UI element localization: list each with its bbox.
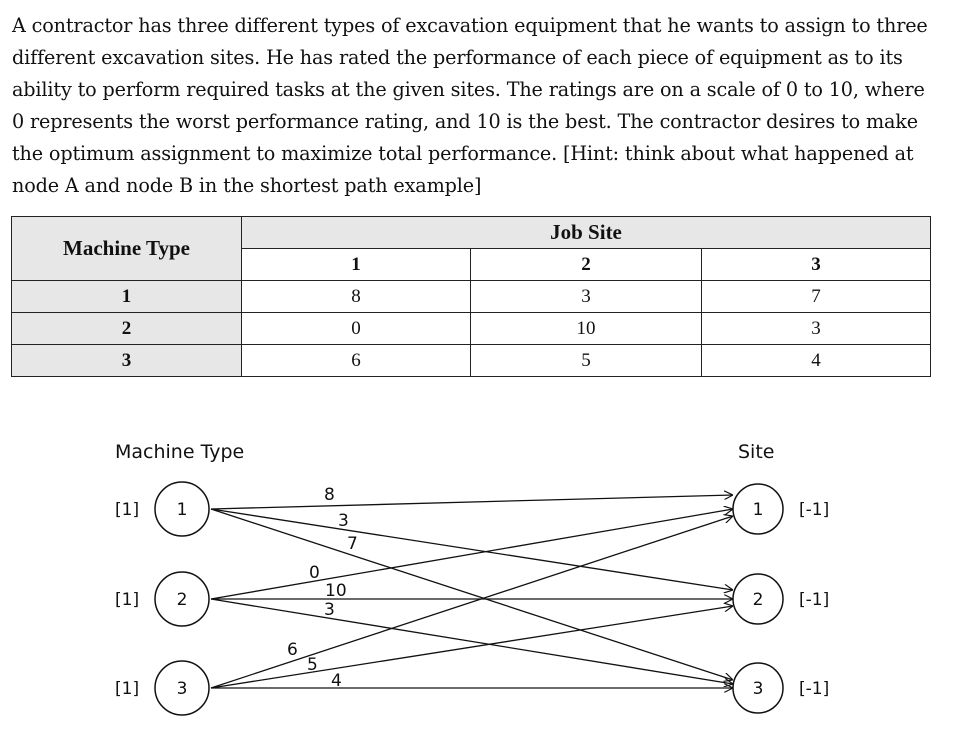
machine-type-title: Machine Type <box>115 441 245 463</box>
machine-type-header: Machine Type <box>12 217 242 281</box>
site-node-1 <box>733 484 783 534</box>
supply-label: [1] <box>115 590 140 610</box>
site-col-header: 2 <box>471 249 702 281</box>
edge-label: 8 <box>324 485 335 505</box>
edge-label: 7 <box>347 534 358 554</box>
edge-label: 6 <box>287 640 298 660</box>
node-label: 1 <box>752 500 764 520</box>
supply-label: [1] <box>115 679 140 699</box>
rating-cell: 6 <box>242 345 471 377</box>
table-row <box>12 345 931 377</box>
problem-statement: A contractor has three different types of excavation equipment that he wants to assign to three different excavation sites. He has rated the performance of each piece of equipment as to its ability to perform required tasks at the given sites. The ratings are on a scale of 0 to 10, where 0 represents the worst performance rating, and 10 is the best. The contractor desires to make the optimum assignment to maximize total performance. [Hint: think about what happened at node A and node B in the shortest path example] <box>12 14 928 197</box>
edge-label: 0 <box>309 563 320 583</box>
machine-node-2 <box>155 572 209 626</box>
node-label: 2 <box>176 590 188 610</box>
edge-m2-s1 <box>211 509 733 599</box>
edge-label: 3 <box>338 511 349 531</box>
table-row <box>12 281 931 313</box>
edge-label: 4 <box>331 671 342 691</box>
demand-label: [-1] <box>799 500 830 520</box>
machine-row-label: 1 <box>12 281 242 313</box>
rating-cell: 0 <box>242 313 471 345</box>
machine-row-label: 2 <box>12 313 242 345</box>
site-col-header: 3 <box>702 249 931 281</box>
demand-label: [-1] <box>799 590 830 610</box>
site-title: Site <box>738 441 775 463</box>
machine-node-3 <box>155 661 209 715</box>
rating-cell: 7 <box>702 281 931 313</box>
edge-label: 5 <box>307 655 318 675</box>
machine-node-1 <box>155 482 209 536</box>
node-label: 2 <box>752 590 764 610</box>
node-label: 3 <box>752 679 764 699</box>
edge-m1-s2 <box>211 509 733 590</box>
site-col-header: 1 <box>242 249 471 281</box>
rating-cell: 3 <box>702 313 931 345</box>
rating-cell: 10 <box>471 313 702 345</box>
rating-cell: 3 <box>471 281 702 313</box>
rating-cell: 4 <box>702 345 931 377</box>
edge-m1-s1 <box>211 495 733 509</box>
job-site-header: Job Site <box>242 217 931 249</box>
machine-row-label: 3 <box>12 345 242 377</box>
assignment-network-diagram <box>0 420 956 720</box>
edge-label: 10 <box>325 581 347 601</box>
node-label: 3 <box>176 679 188 699</box>
table-row <box>12 313 931 345</box>
rating-cell: 5 <box>471 345 702 377</box>
site-node-3 <box>733 663 783 713</box>
supply-label: [1] <box>115 500 140 520</box>
edge-label: 3 <box>324 600 335 620</box>
edge-m3-s1 <box>211 516 733 688</box>
demand-label: [-1] <box>799 679 830 699</box>
site-node-2 <box>733 574 783 624</box>
rating-cell: 8 <box>242 281 471 313</box>
node-label: 1 <box>176 500 188 520</box>
ratings-table <box>11 216 931 377</box>
